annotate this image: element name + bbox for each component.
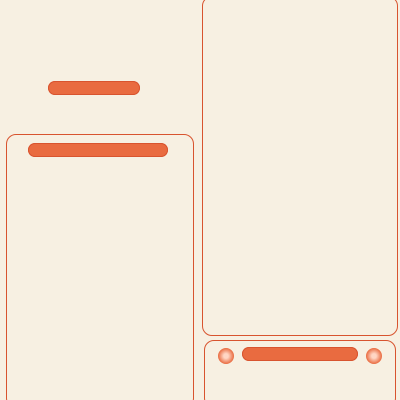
combo-banner (28, 143, 168, 157)
left-column (0, 0, 196, 400)
diet-banner (242, 347, 358, 361)
combo-box (6, 134, 194, 400)
right-column (200, 0, 400, 400)
lotus-ornament-left-icon (218, 348, 234, 364)
sweet-sour-banner (48, 81, 140, 95)
lotus-ornament-right-icon (366, 348, 382, 364)
specials-box (202, 0, 398, 336)
